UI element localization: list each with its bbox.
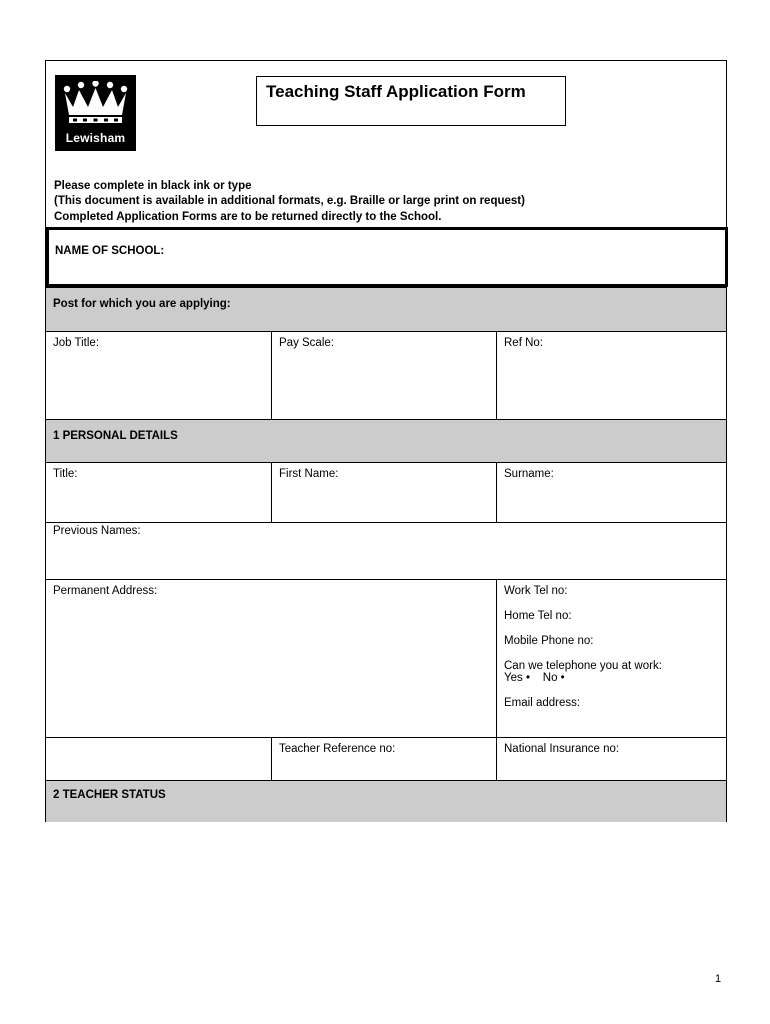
- form-title: Teaching Staff Application Form: [256, 76, 566, 126]
- previous-names-label: Previous Names:: [53, 525, 141, 537]
- school-name-label: NAME OF SCHOOL:: [55, 245, 165, 257]
- email-address-label: Email address:: [504, 697, 581, 709]
- instruction-line: Completed Application Forms are to be returned directly to the School.: [54, 211, 442, 223]
- mobile-phone-label: Mobile Phone no:: [504, 635, 594, 647]
- previous-names-row: [46, 522, 726, 579]
- permanent-address-label: Permanent Address:: [53, 585, 158, 597]
- crown-icon: [61, 81, 130, 125]
- job-title-field[interactable]: [46, 332, 271, 419]
- name-row: [46, 462, 726, 522]
- school-name-field[interactable]: [46, 227, 728, 287]
- address-contact-row: [46, 579, 726, 737]
- ref-no-field[interactable]: [496, 332, 726, 419]
- instruction-line: Please complete in black ink or type: [54, 180, 252, 192]
- home-tel-label: Home Tel no:: [504, 610, 572, 622]
- teacher-reference-label: Teacher Reference no:: [279, 743, 396, 755]
- teacher-reference-field[interactable]: [271, 738, 496, 780]
- title-field[interactable]: [46, 463, 271, 522]
- personal-section-header: [46, 419, 726, 462]
- personal-header-label: 1 PERSONAL DETAILS: [53, 430, 178, 442]
- application-form: [45, 60, 727, 822]
- post-header-label: Post for which you are applying:: [53, 298, 231, 310]
- post-section-header: [46, 287, 726, 331]
- job-title-label: Job Title:: [53, 337, 100, 349]
- previous-names-field[interactable]: [46, 523, 726, 579]
- logo-text: Lewisham: [65, 131, 126, 145]
- page-number: 1: [715, 973, 722, 985]
- contact-details-field[interactable]: [496, 580, 726, 737]
- post-details-row: [46, 331, 726, 419]
- instruction-line: (This document is available in additional formats, e.g. Braille or large print on request): [54, 195, 525, 207]
- lewisham-logo: [55, 75, 136, 151]
- yes-no-options[interactable]: Yes • No •: [504, 672, 565, 684]
- surname-field[interactable]: [496, 463, 726, 522]
- permanent-address-field[interactable]: [46, 580, 496, 737]
- first-name-label: First Name:: [279, 468, 339, 480]
- ni-number-field[interactable]: [496, 738, 726, 780]
- reference-row: [46, 737, 726, 780]
- telephone-at-work-label: Can we telephone you at work:: [504, 660, 662, 672]
- work-tel-label: Work Tel no:: [504, 585, 568, 597]
- pay-scale-label: Pay Scale:: [279, 337, 334, 349]
- surname-label: Surname:: [504, 468, 554, 480]
- first-name-field[interactable]: [271, 463, 496, 522]
- teacher-status-label: 2 TEACHER STATUS: [53, 789, 166, 801]
- title-label: Title:: [53, 468, 78, 480]
- pay-scale-field[interactable]: [271, 332, 496, 419]
- blank-field[interactable]: [46, 738, 271, 780]
- teacher-status-header: [46, 780, 726, 822]
- instructions: [54, 179, 525, 225]
- ref-no-label: Ref No:: [504, 337, 543, 349]
- ni-number-label: National Insurance no:: [504, 743, 620, 755]
